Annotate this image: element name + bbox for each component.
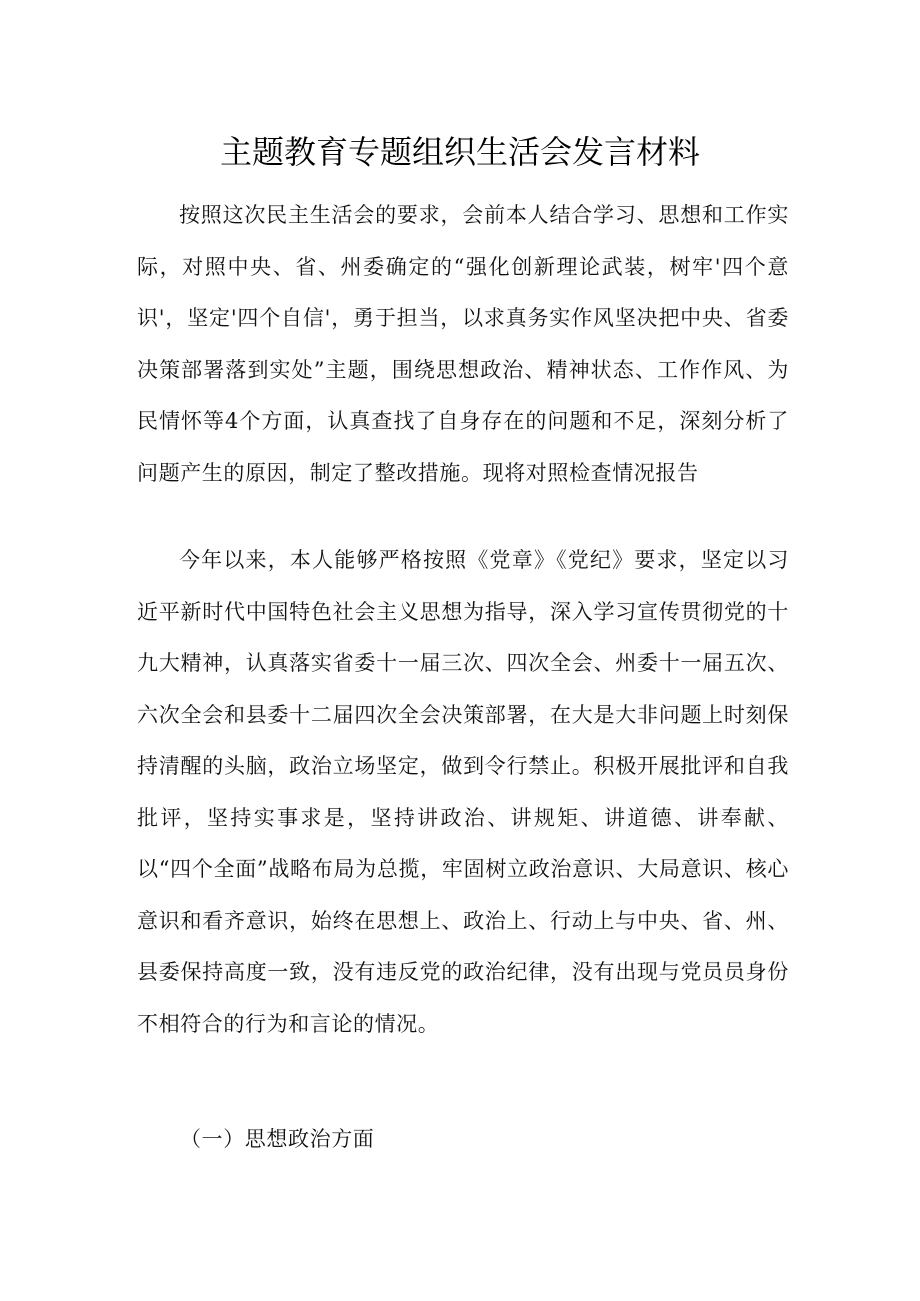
document-title: 主题教育专题组织生活会发言材料 (219, 133, 700, 171)
section-heading: （一）思想政治方面 (180, 1127, 375, 1151)
body-paragraph: 今年以来，本人能够严格按照《党章》《党纪》要求，坚定以习近平新时代中国特色社会主义思想为指导，深入学习宣传贯彻党的十九大精神，认真落实省委十一届三次、四次全会、州委十一届五次、六次全会和县委十二届四次全会决策部署，在大是大非问题上时刻保持清醒的头脑，政治立场坚定，做到令行禁止。积极开展批评和自我批评，坚持实事求是，坚持讲政治、讲规矩、讲道德、讲奉献、以“四个全面”战略布局为总揽，牢固树立政治意识、大局意识、核心意识和看齐意识，始终在思想上、政治上、行动上与中央、省、州、县委保持高度一致，没有违反党的政治纪律，没有出现与党员员身份不相符合的行为和言论的情况。 (137, 548, 789, 1036)
intro-paragraph: 按照这次民主生活会的要求，会前本人结合学习、思想和工作实际，对照中央、省、州委确定的“强化创新理论武装，树牢'四个意识'，坚定'四个自信'，勇于担当，以求真务实作风坚决把中央、省委决策部署落到实处”主题，围绕思想政治、精神状态、工作作风、为民情怀等4个方面，认真查找了自身存在的问题和不足，深刻分析了问题产生的原因，制定了整改措施。现将对照检查情况报告 (137, 203, 789, 485)
